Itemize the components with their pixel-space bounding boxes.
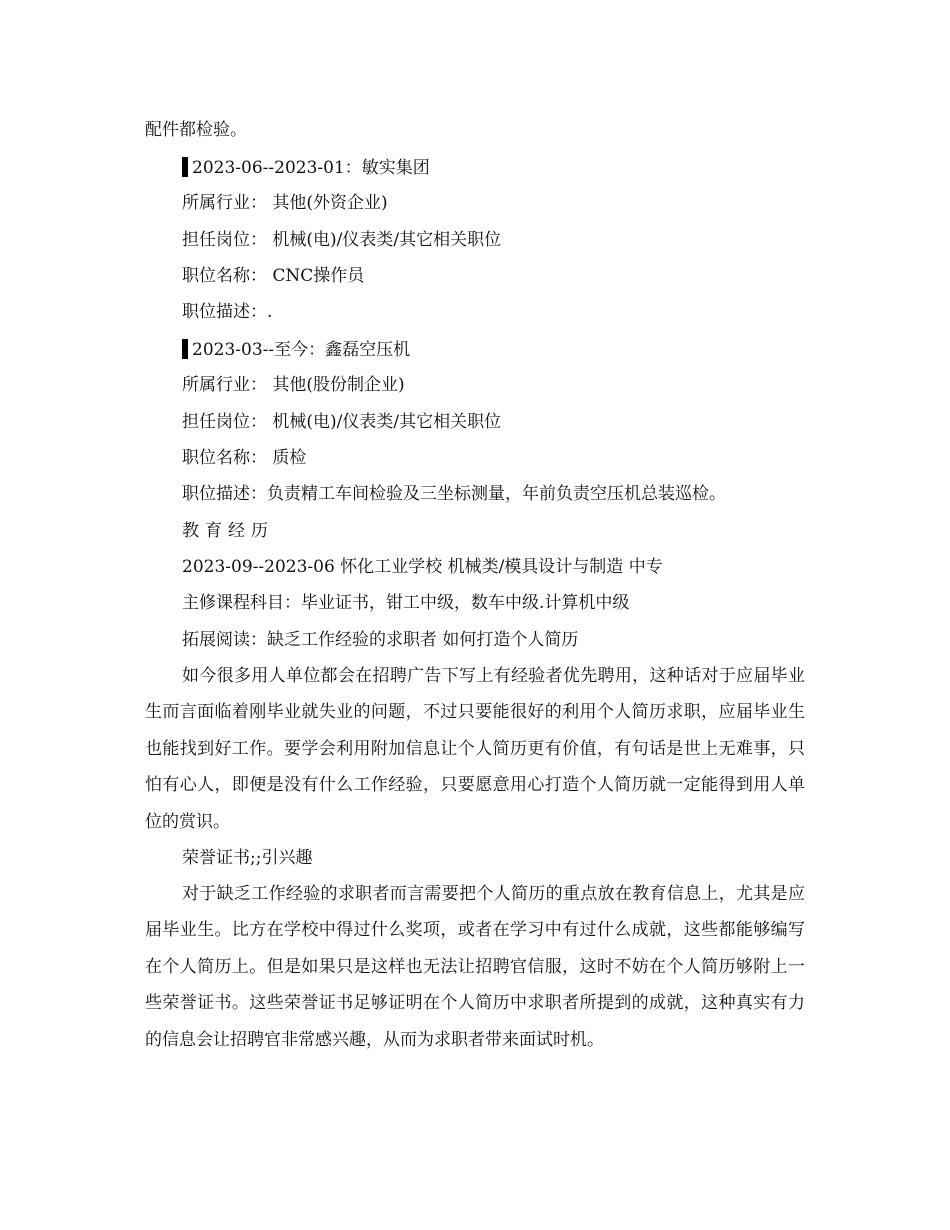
- courses-line: 主修课程科目：毕业证书，钳工中级，数车中级.计算机中级: [182, 593, 630, 613]
- job-header: [182, 339, 410, 360]
- job-header-text: 2023-03--至今：鑫磊空压机: [192, 340, 411, 360]
- job-header: [182, 157, 430, 178]
- education-entry: 2023-09--2023-06 怀化工业学校 机械类/模具设计与制造 中专: [182, 557, 663, 577]
- job-title: 职位名称： 质检: [182, 448, 307, 468]
- body-paragraph: 如今很多用人单位都会在招聘广告下写上有经验者优先聘用，这种话对于应届毕业生而言面临着刚毕业就失业的问题，不过只要能很好的利用个人简历求职，应届毕业生也能找到好工作。要学会利用附加信息让个人简历更有价值，有句话是世上无难事，只怕有心人，即便是没有什么工作经验，只要愿意用心打造个人简历就一定能得到用人单位的赏识。: [145, 666, 805, 832]
- body-paragraph: 对于缺乏工作经验的求职者而言需要把个人简历的重点放在教育信息上，尤其是应届毕业生。比方在学校中得过什么奖项，或者在学习中有过什么成就，这些都能够编写在个人简历上。但是如果只是这样也无法让招聘官信服，这时不妨在个人简历够附上一些荣誉证书。这些荣誉证书足够证明在个人简历中求职者所提到的成就，这种真实有力的信息会让招聘官非常感兴趣，从而为求职者带来面试时机。: [145, 884, 805, 1050]
- extended-reading: 拓展阅读：缺乏工作经验的求职者 如何打造个人简历: [182, 630, 579, 650]
- section-heading-education: 教育经历: [182, 521, 274, 541]
- text-line: 配件都检验。: [145, 120, 247, 140]
- job-industry: 所属行业： 其他(外资企业): [182, 193, 388, 213]
- job-description: 职位描述：.: [182, 302, 273, 322]
- job-title: 职位名称： CNC操作员: [182, 266, 365, 286]
- job-post: 担任岗位： 机械(电)/仪表类/其它相关职位: [182, 230, 502, 250]
- job-industry: 所属行业： 其他(股份制企业): [182, 375, 405, 395]
- section-heading-honor: 荣誉证书;;引兴趣: [182, 848, 313, 868]
- bullet-marker: [182, 157, 188, 177]
- job-description: 职位描述：负责精工车间检验及三坐标测量，年前负责空压机总装巡检。: [182, 484, 726, 504]
- bullet-marker: [182, 339, 188, 359]
- job-header-text: 2023-06--2023-01：敏实集团: [192, 158, 430, 178]
- job-post: 担任岗位： 机械(电)/仪表类/其它相关职位: [182, 412, 502, 432]
